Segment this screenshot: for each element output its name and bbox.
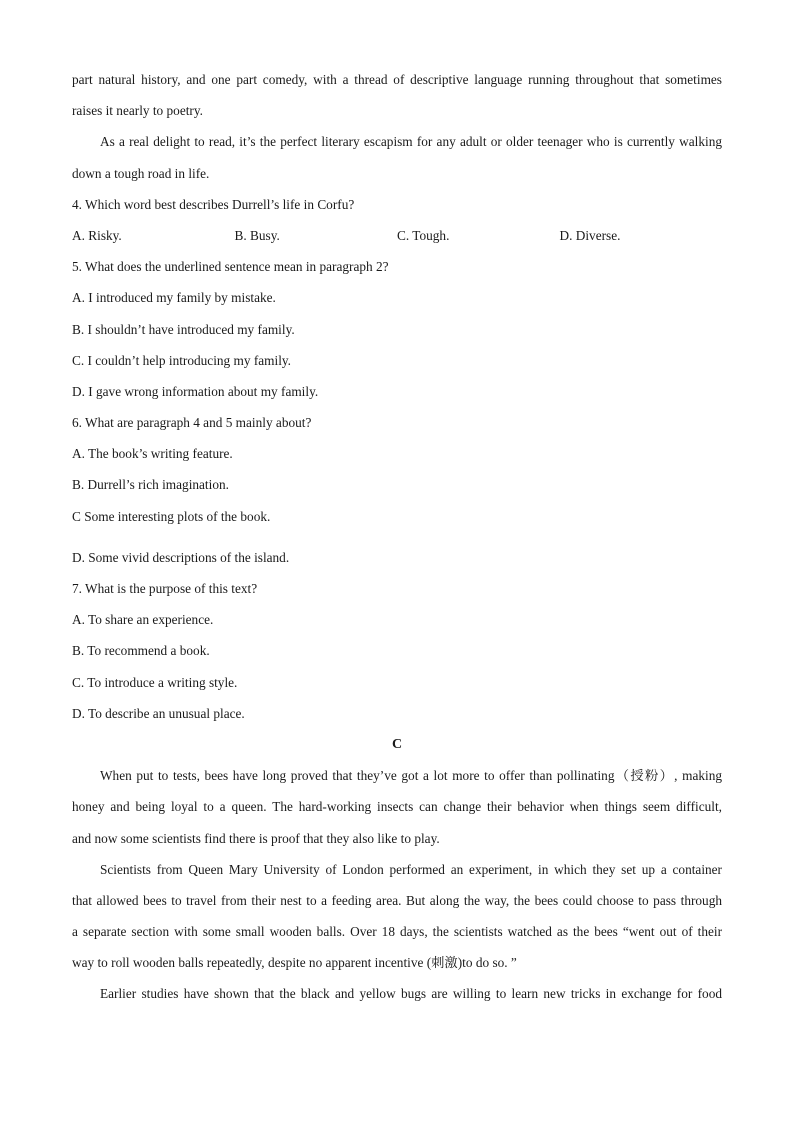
question-4 [72, 189, 722, 251]
passage-c-paragraph [72, 854, 722, 979]
option-a: A. The book’s writing feature. [72, 446, 233, 462]
question-7 [72, 573, 722, 729]
question-stem: 7. What is the purpose of this text? [72, 581, 258, 596]
question-stem: 6. What are paragraph 4 and 5 mainly about? [72, 415, 312, 431]
question-6 [72, 407, 722, 573]
passage-c-paragraph [72, 760, 722, 854]
text-line: down a tough road in life. [72, 165, 210, 181]
text-line: way to roll wooden balls repeatedly, despite no apparent incentive (刺激)to do so. ” [72, 955, 517, 971]
option-d: D. Some vivid descriptions of the island. [72, 549, 290, 565]
option-d: D. I gave wrong information about my family. [72, 383, 319, 399]
option-b: B. Busy. [234, 227, 280, 243]
text-line: a separate section with some small wooden balls. Over 18 days, the scientists watched as the bees “went out of their [72, 924, 722, 940]
passage-c-paragraph [72, 978, 722, 1009]
option-c: C Some interesting plots of the book. [72, 508, 271, 524]
passage-b-paragraph [72, 126, 722, 188]
text-line: raises it nearly to poetry. [72, 103, 203, 119]
section-heading: C [391, 736, 403, 752]
option-b: B. Durrell’s rich imagination. [72, 477, 229, 493]
option-a: A. I introduced my family by mistake. [72, 290, 276, 306]
option-c: C. I couldn’t help introducing my family. [72, 352, 291, 368]
option-d: D. Diverse. [559, 227, 621, 243]
option-a: A. Risky. [72, 227, 122, 243]
text-line: Earlier studies have shown that the black and yellow bugs are willing to learn new tricks in exchange for food [100, 986, 722, 1002]
question-stem: 4. Which word best describes Durrell’s life in Corfu? [72, 196, 355, 212]
document-page [72, 64, 722, 1010]
text-line: honey and being loyal to a queen. The hard-working insects can change their behavior when things seem difficult, [72, 799, 722, 815]
passage-b-paragraph [72, 64, 722, 126]
option-c: C. Tough. [397, 227, 450, 243]
text-line: part natural history, and one part comedy, with a thread of descriptive language running throughout that sometimes [72, 72, 722, 87]
question-5 [72, 251, 722, 407]
question-stem: 5. What does the underlined sentence mean in paragraph 2? [72, 259, 389, 275]
option-a: A. To share an experience. [72, 612, 214, 628]
text-line: When put to tests, bees have long proved that they’ve got a lot more to offer than pollinating（授粉）, making [100, 768, 722, 784]
option-d: D. To describe an unusual place. [72, 705, 245, 721]
text-line: that allowed bees to travel from their nest to a feeding area. But along the way, the bees could choose to pass through [72, 892, 722, 908]
text-line: As a real delight to read, it’s the perfect literary escapism for any adult or older teenager who is currently walking [100, 134, 722, 150]
text-line: and now some scientists find there is proof that they also like to play. [72, 830, 440, 846]
option-c: C. To introduce a writing style. [72, 674, 238, 690]
text-line: Scientists from Queen Mary University of London performed an experiment, in which they set up a container [100, 861, 722, 877]
option-b: B. I shouldn’t have introduced my family. [72, 321, 295, 337]
options-row [72, 220, 722, 251]
option-b: B. To recommend a book. [72, 643, 210, 659]
